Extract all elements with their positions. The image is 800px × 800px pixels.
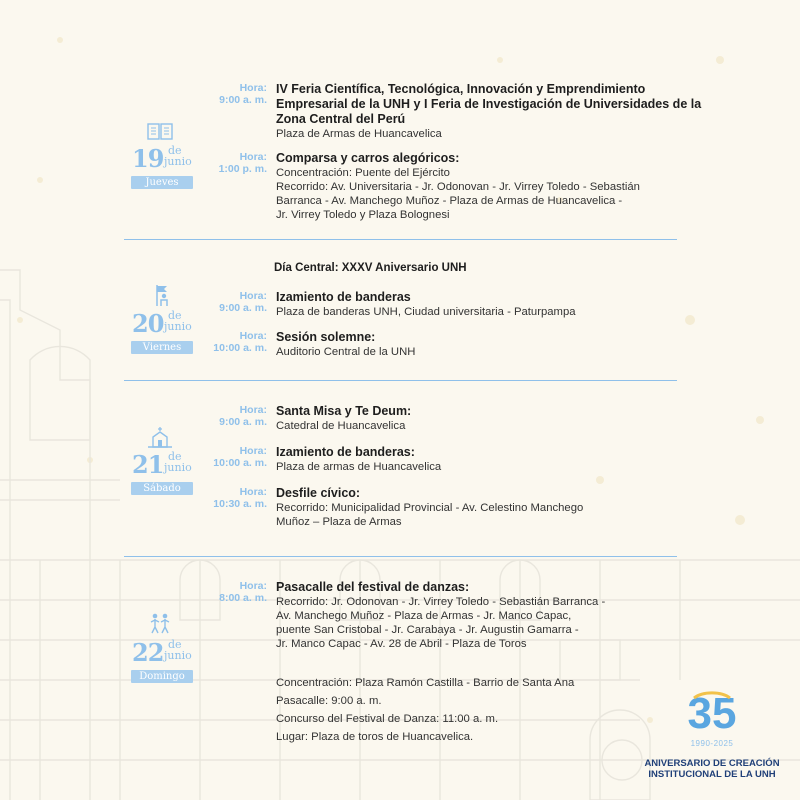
event-detail: Plaza de armas de Huancavelica <box>276 461 442 473</box>
day-de: de <box>168 450 182 463</box>
day-badge-20 <box>126 283 194 354</box>
event-detail: Jr. Virrey Toledo y Plaza Bolognesi <box>276 209 450 221</box>
anniversary-35-logo-graphic <box>680 690 744 734</box>
hora-label: Hora: <box>239 82 267 94</box>
event-title-line: Izamiento de banderas <box>276 290 411 304</box>
day-number: 21 <box>132 450 164 479</box>
section-divider <box>124 239 677 240</box>
day-month: junio <box>164 155 192 168</box>
event-title-line: Comparsa y carros alegóricos: <box>276 151 460 165</box>
event-time: 9:00 a. m. <box>219 302 267 314</box>
hora-label: Hora: <box>239 580 267 592</box>
book-icon <box>147 122 173 142</box>
event-detail: puente San Cristobal - Jr. Carabaya - Jr. Augustin Gamarra - <box>276 624 579 636</box>
event-time: 10:00 a. m. <box>213 457 267 469</box>
day-badge-22 <box>126 612 194 683</box>
logo-line-1: ANIVERSARIO DE CREACIÓN <box>644 758 780 769</box>
anniversary-logo <box>636 690 788 780</box>
event-detail: Muñoz – Plaza de Armas <box>276 516 402 528</box>
church-icon <box>147 426 173 448</box>
event-detail: Barranca - Av. Manchego Muñoz - Plaza de Armas de Huancavelica - <box>276 195 623 207</box>
event-time: 10:00 a. m. <box>213 342 267 354</box>
event-title-line: Santa Misa y Te Deum: <box>276 404 412 418</box>
extra-detail: Concentración: Plaza Ramón Castilla - Barrio de Santa Ana <box>276 677 575 689</box>
hora-label: Hora: <box>239 445 267 457</box>
day-name: Sábado <box>131 482 193 495</box>
day-number: 20 <box>132 309 164 338</box>
logo-line-2: INSTITUCIONAL DE LA UNH <box>648 769 776 780</box>
event-time: 9:00 a. m. <box>219 94 267 106</box>
extra-detail: Pasacalle: 9:00 a. m. <box>276 695 382 707</box>
logo-number: 35 <box>687 690 737 734</box>
event-detail: Recorrido: Av. Universitaria - Jr. Odonovan - Jr. Virrey Toledo - Sebastián <box>276 181 640 193</box>
hora-label: Hora: <box>239 151 267 163</box>
section-divider <box>124 380 677 381</box>
event-title-line: Empresarial de la UNH y I Feria de Investigación de Universidades de la <box>276 97 702 111</box>
hora-label: Hora: <box>239 290 267 302</box>
event-title-line: Izamiento de banderas: <box>276 445 415 459</box>
event-title-line: IV Feria Científica, Tecnológica, Innovación y Emprendimiento <box>276 82 646 96</box>
event-detail: Recorrido: Municipalidad Provincial - Av. Celestino Manchego <box>276 502 584 514</box>
event-title-line: Sesión solemne: <box>276 330 376 344</box>
day-badge-19 <box>126 122 194 189</box>
hora-label: Hora: <box>239 486 267 498</box>
event-detail: Jr. Manco Capac - Av. 28 de Abril - Plaza de Toros <box>276 638 527 650</box>
hora-label: Hora: <box>239 404 267 416</box>
day-badge-21 <box>126 426 194 495</box>
central-day-title: Día Central: XXXV Aniversario UNH <box>274 262 467 274</box>
day-name: Jueves <box>131 176 193 189</box>
flag-raising-icon <box>147 283 173 307</box>
event-title-line: Zona Central del Perú <box>276 112 406 126</box>
day-month: junio <box>164 461 192 474</box>
dancers-icon <box>147 612 173 636</box>
event-detail: Plaza de banderas UNH, Ciudad universitaria - Paturpampa <box>276 306 576 318</box>
event-title-line: Desfile cívico: <box>276 486 361 500</box>
day-number: 22 <box>132 638 164 667</box>
day-month: junio <box>164 649 192 662</box>
event-time: 9:00 a. m. <box>219 416 267 428</box>
extra-detail: Lugar: Plaza de toros de Huancavelica. <box>276 731 474 743</box>
event-time: 8:00 a. m. <box>219 592 267 604</box>
event-detail: Catedral de Huancavelica <box>276 420 406 432</box>
day-name: Viernes <box>131 341 193 354</box>
day-de: de <box>168 638 182 651</box>
event-title-line: Pasacalle del festival de danzas: <box>276 580 470 594</box>
day-name: Domingo <box>131 670 193 683</box>
extra-detail: Concurso del Festival de Danza: 11:00 a. m. <box>276 713 499 725</box>
event-detail: Recorrido: Jr. Odonovan - Jr. Virrey Toledo - Sebastián Barranca - <box>276 596 606 608</box>
event-detail: Concentración: Puente del Ejército <box>276 167 450 179</box>
event-time: 10:30 a. m. <box>213 498 267 510</box>
logo-years: 1990-2025 <box>690 739 734 748</box>
day-number: 19 <box>132 144 164 173</box>
day-month: junio <box>164 320 192 333</box>
day-de: de <box>168 144 182 157</box>
event-detail: Av. Manchego Muñoz - Plaza de Armas - Jr. Manco Capac, <box>276 610 572 622</box>
day-de: de <box>168 309 182 322</box>
event-time: 1:00 p. m. <box>218 163 267 175</box>
event-detail: Plaza de Armas de Huancavelica <box>276 128 442 140</box>
event-detail: Auditorio Central de la UNH <box>276 346 416 358</box>
section-divider <box>124 556 677 557</box>
hora-label: Hora: <box>239 330 267 342</box>
